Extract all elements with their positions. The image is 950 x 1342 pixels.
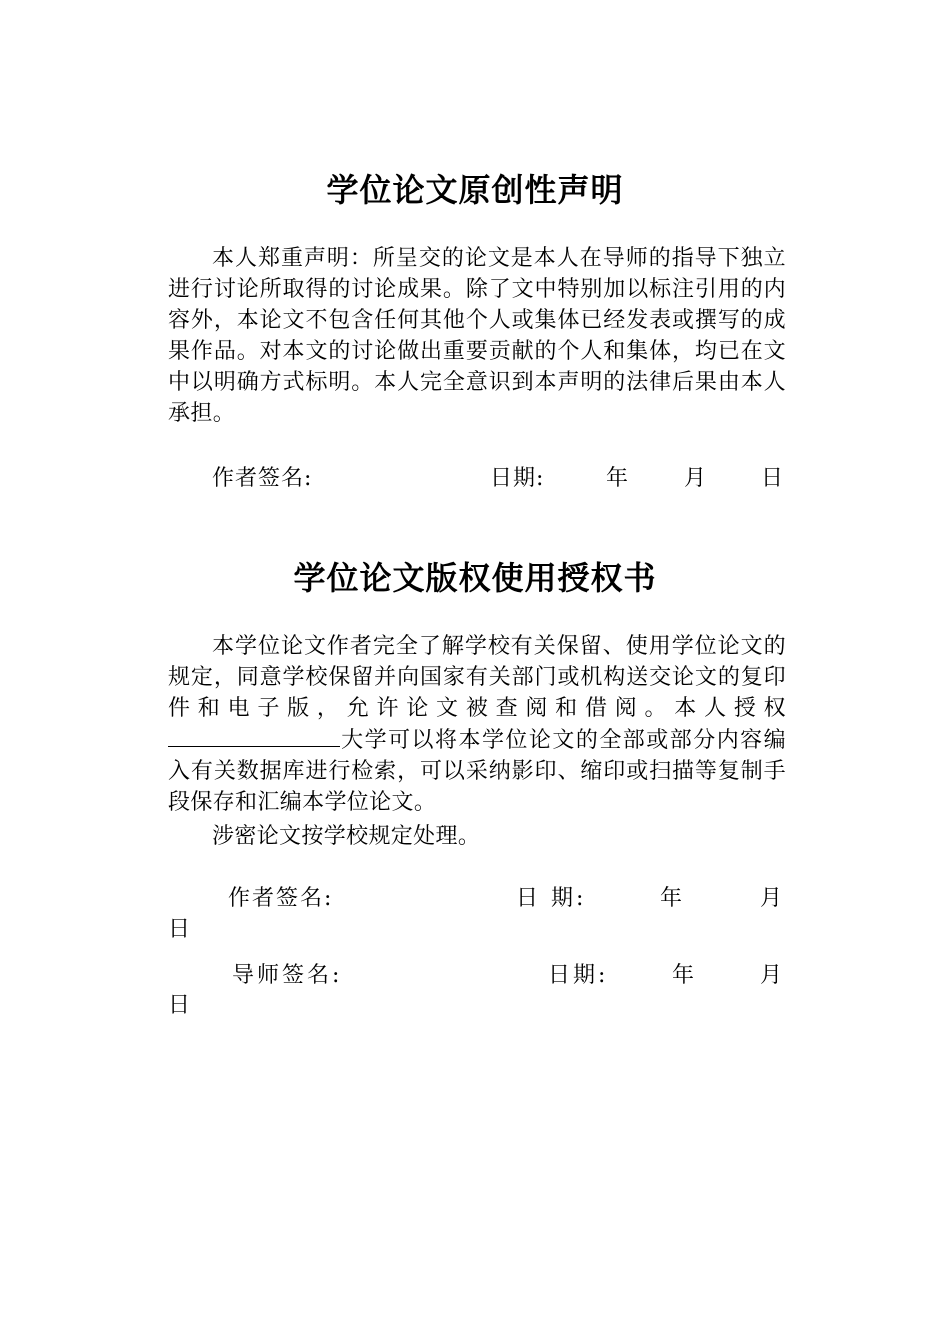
declaration-day-label: 日	[761, 466, 784, 491]
advisor-signature-label: 导师签名:	[232, 963, 343, 988]
declaration-date-label: 日期:	[490, 466, 545, 491]
advisor-day-label: 日	[168, 993, 191, 1018]
authorization-title: 学位论文版权使用授权书	[293, 559, 657, 597]
declaration-body: 本人郑重声明：所呈交的论文是本人在导师的指导下独立进行讨论所取得的讨论成果。除了文中特别加以标注引用的内容外，本论文不包含任何其他个人或集体已经发表或撰写的成果作品。对本文的讨论做出重要贡献的个人和集体，均已在文中以明确方式标明。本人完全意识到本声明的法律后果由本人承担。	[168, 246, 786, 426]
authorization-body-after-blank: 大学可以将本学位论文的全部或部分内容编入有关数据库进行检索，可以采纳影印、缩印或扫描等复制手段保存和汇编本学位论文。	[168, 728, 786, 815]
authorization-author-day-label: 日	[168, 917, 191, 942]
authorization-author-year-label: 年	[660, 886, 683, 911]
advisor-date-label: 日期:	[548, 963, 609, 988]
classified-note: 涉密论文按学校规定处理。	[212, 824, 481, 849]
declaration-author-signature-label: 作者签名:	[212, 466, 313, 491]
declaration-month-label: 月	[684, 466, 707, 491]
declaration-year-label: 年	[606, 466, 629, 491]
authorization-body	[168, 631, 786, 818]
authorization-author-date-label: 日 期:	[516, 886, 587, 911]
advisor-year-label: 年	[672, 963, 695, 988]
declaration-title: 学位论文原创性声明	[326, 171, 624, 209]
university-name-blank[interactable]	[168, 724, 340, 747]
authorization-author-signature-label: 作者签名:	[228, 886, 334, 911]
authorization-body-before-blank: 本学位论文作者完全了解学校有关保留、使用学位论文的规定，同意学校保留并向国家有关部门或机构送交论文的复印件和电子版，允许论文被查阅和借阅。本人授权	[168, 634, 786, 721]
advisor-month-label: 月	[760, 963, 783, 988]
authorization-author-month-label: 月	[760, 886, 783, 911]
